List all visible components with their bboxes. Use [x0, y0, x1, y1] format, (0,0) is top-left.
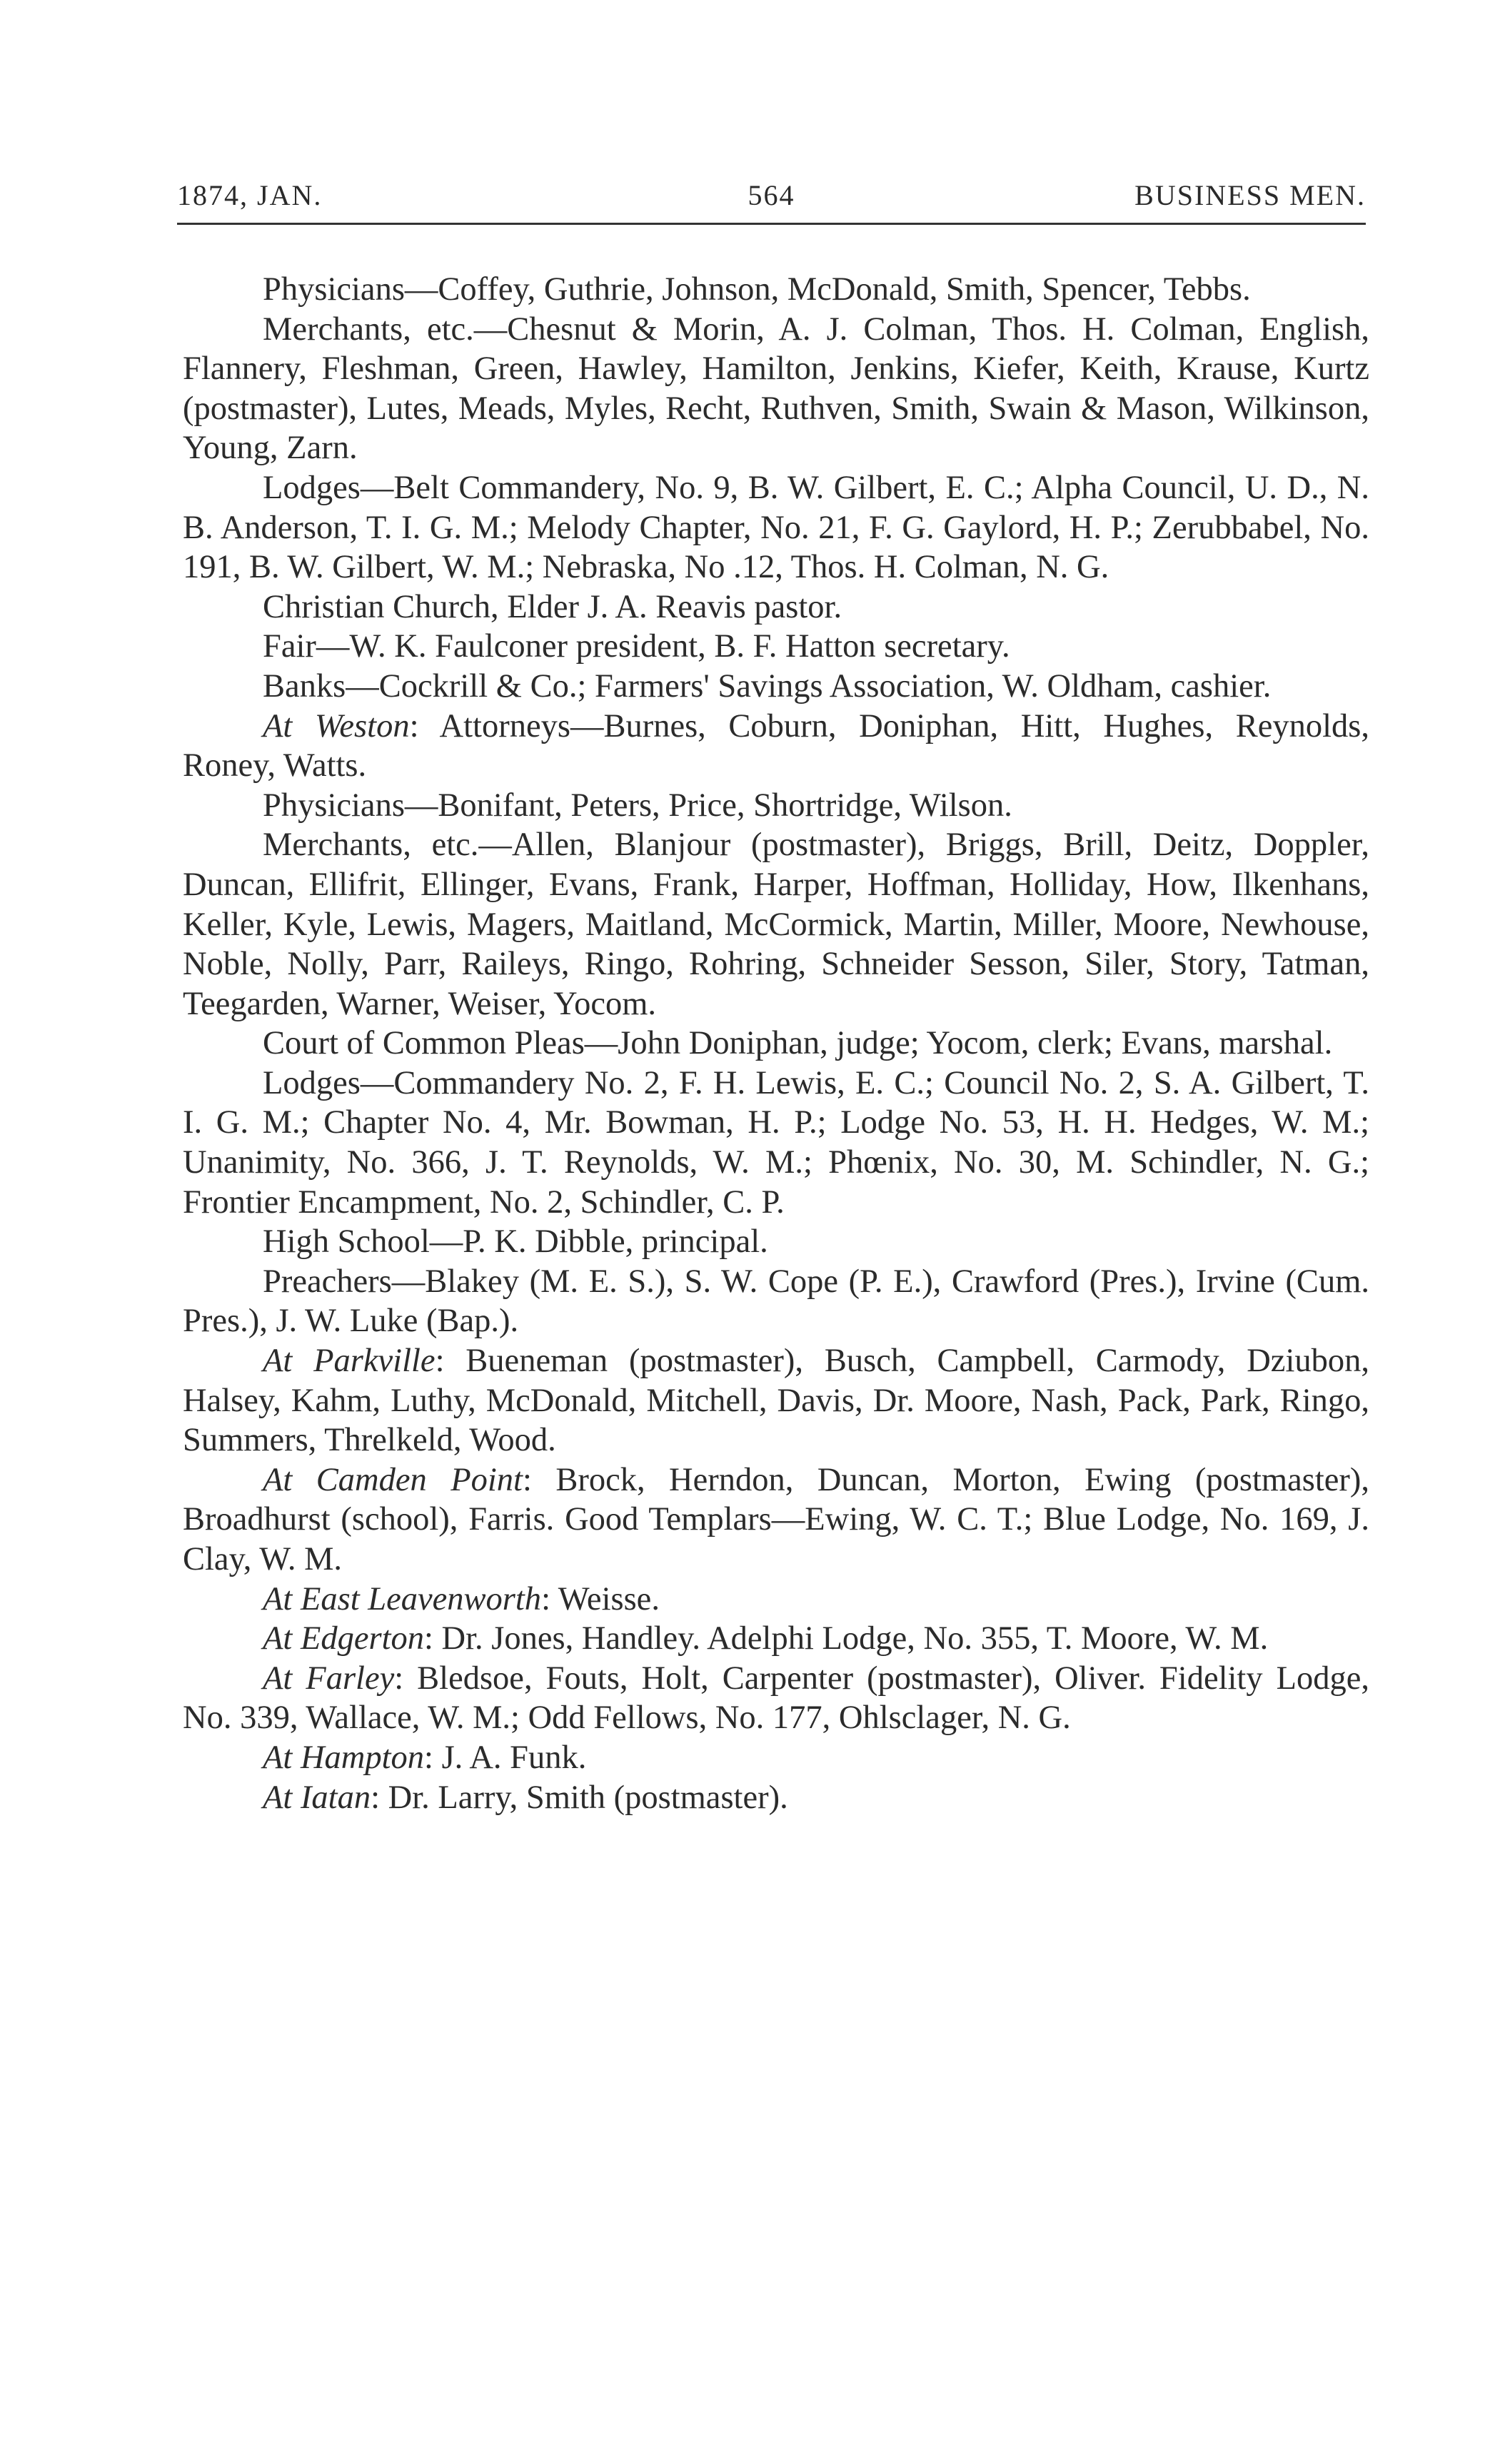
- header-section-title: BUSINESS MEN.: [1134, 179, 1366, 211]
- directory-paragraph: [183, 667, 1369, 707]
- page-number: 564: [748, 179, 795, 211]
- paragraph-text: Preachers—Blakey (M. E. S.), S. W. Cope (P. E.), Crawford (Pres.), Irvine (Cum. Pres.), J. W. Luke (Bap.).: [183, 1263, 1369, 1340]
- directory-paragraph: [183, 1064, 1369, 1222]
- directory-text: [183, 270, 1369, 1817]
- header-rule: [177, 223, 1366, 225]
- running-header: [177, 178, 1366, 221]
- directory-paragraph: [183, 627, 1369, 667]
- directory-paragraph: [183, 587, 1369, 627]
- place-name: At Weston: [263, 707, 410, 744]
- place-name: At East Leavenworth: [263, 1580, 542, 1617]
- directory-paragraph: [183, 1460, 1369, 1580]
- place-name: At Hampton: [263, 1739, 425, 1776]
- directory-paragraph: [183, 310, 1369, 468]
- directory-paragraph: [183, 707, 1369, 786]
- directory-paragraph: [183, 1659, 1369, 1738]
- paragraph-text: : Dr. Larry, Smith (postmaster).: [371, 1779, 788, 1816]
- paragraph-text: Fair—W. K. Faulconer president, B. F. Hatton secretary.: [263, 628, 1010, 665]
- paragraph-text: : Bledsoe, Fouts, Holt, Carpenter (postmaster), Oliver. Fidelity Lodge, No. 339, Wallace, W. M.; Odd Fellows, No. 177, Ohlsclager, N. G.: [183, 1660, 1369, 1737]
- paragraph-text: Lodges—Commandery No. 2, F. H. Lewis, E. C.; Council No. 2, S. A. Gilbert, T. I. G. M.; Chapter No. 4, Mr. Bowman, H. P.; Lodge No. 53, H. H. Hedges, W. M.; Unanimity, No. 366, J. T. Reynolds, W. M.; Phœnix, No. 30, M. Schindler, N. G.; Frontier Encampment, No. 2, Schindler, C. P.: [183, 1064, 1369, 1221]
- place-name: At Iatan: [263, 1779, 371, 1816]
- paragraph-text: Christian Church, Elder J. A. Reavis pastor.: [263, 588, 842, 625]
- paragraph-text: Merchants, etc.—Chesnut & Morin, A. J. Colman, Thos. H. Colman, English, Flannery, Fleshman, Green, Hawley, Hamilton, Jenkins, Kiefer, Keith, Krause, Kurtz (postmaster), Lutes, Meads, Myles, Recht, Ruthven, Smith, Swain & Mason, Wilkinson, Young, Zarn.: [183, 310, 1369, 467]
- paragraph-text: : Weisse.: [541, 1580, 660, 1617]
- directory-paragraph: [183, 1024, 1369, 1064]
- directory-paragraph: [183, 270, 1369, 310]
- paragraph-text: Physicians—Coffey, Guthrie, Johnson, McDonald, Smith, Spencer, Tebbs.: [263, 271, 1251, 308]
- paragraph-text: Lodges—Belt Commandery, No. 9, B. W. Gilbert, E. C.; Alpha Council, U. D., N. B. Anderson, T. I. G. M.; Melody Chapter, No. 21, F. G. Gaylord, H. P.; Zerubbabel, No. 191, B. W. Gilbert, W. M.; Nebraska, No .12, Thos. H. Colman, N. G.: [183, 469, 1369, 586]
- directory-paragraph: [183, 1738, 1369, 1778]
- directory-paragraph: [183, 1619, 1369, 1659]
- paragraph-text: : Dr. Jones, Handley. Adelphi Lodge, No. 355, T. Moore, W. M.: [424, 1620, 1269, 1657]
- place-name: At Camden Point: [263, 1461, 523, 1498]
- paragraph-text: : Brock, Herndon, Duncan, Morton, Ewing (postmaster), Broadhurst (school), Farris. Good Templars—Ewing, W. C. T.; Blue Lodge, No. 169, J. Clay, W. M.: [183, 1461, 1369, 1577]
- header-date: 1874, JAN.: [177, 179, 323, 211]
- directory-paragraph: [183, 1222, 1369, 1262]
- directory-paragraph: [183, 1341, 1369, 1460]
- paragraph-text: Court of Common Pleas—John Doniphan, judge; Yocom, clerk; Evans, marshal.: [263, 1025, 1333, 1062]
- directory-paragraph: [183, 1778, 1369, 1818]
- directory-paragraph: [183, 786, 1369, 826]
- paragraph-text: : Attorneys—Burnes, Coburn, Doniphan, Hitt, Hughes, Reynolds, Roney, Watts.: [183, 707, 1369, 784]
- paragraph-text: High School—P. K. Dibble, principal.: [263, 1223, 768, 1261]
- paragraph-text: Merchants, etc.—Allen, Blanjour (postmaster), Briggs, Brill, Deitz, Doppler, Duncan, Ellifrit, Ellinger, Evans, Frank, Harper, Hoffman, Holliday, How, Ilkenhans, Keller, Kyle, Lewis, Magers, Maitland, McCormick, Martin, Miller, Moore, Newhouse, Noble, Nolly, Parr, Raileys, Ringo, Rohring, Schneider Sesson, Siler, Story, Tatman, Teegarden, Warner, Weiser, Yocom.: [183, 827, 1369, 1022]
- paragraph-text: Physicians—Bonifant, Peters, Price, Shortridge, Wilson.: [263, 787, 1012, 824]
- directory-paragraph: [183, 825, 1369, 1024]
- paragraph-text: : Bueneman (postmaster), Busch, Campbell, Carmody, Dziubon, Halsey, Kahm, Luthy, McDonald, Mitchell, Davis, Dr. Moore, Nash, Pack, Park, Ringo, Summers, Threlkeld, Wood.: [183, 1343, 1369, 1459]
- place-name: At Farley: [263, 1660, 395, 1697]
- place-name: At Edgerton: [263, 1620, 425, 1657]
- paragraph-text: Banks—Cockrill & Co.; Farmers' Savings Association, W. Oldham, cashier.: [263, 667, 1272, 705]
- directory-paragraph: [183, 1262, 1369, 1341]
- place-name: At Parkville: [263, 1343, 436, 1380]
- directory-paragraph: [183, 1580, 1369, 1620]
- paragraph-text: : J. A. Funk.: [424, 1739, 587, 1776]
- directory-paragraph: [183, 468, 1369, 587]
